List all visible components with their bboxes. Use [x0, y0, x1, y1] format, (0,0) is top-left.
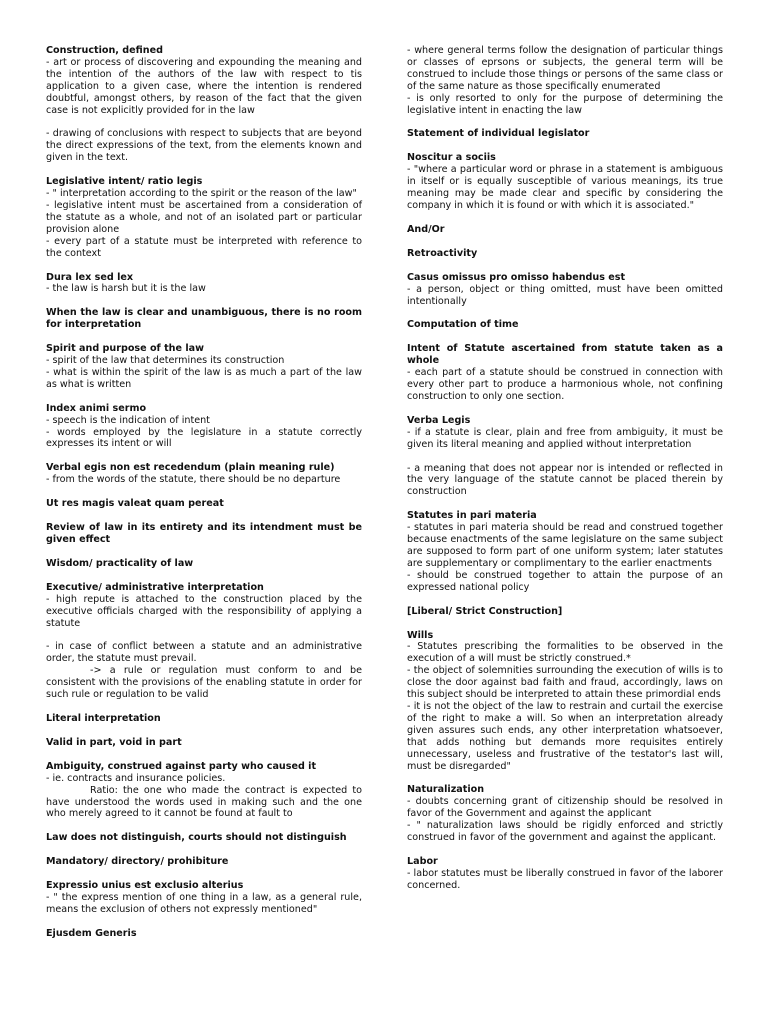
- section-heading: [Liberal/ Strict Construction]: [407, 605, 563, 617]
- section-review: [46, 522, 362, 546]
- section-heading: When the law is clear and unambiguous, there is no room for interpretation: [46, 307, 362, 331]
- section-heading: Law does not distinguish, courts should not distinguish: [46, 832, 347, 844]
- section-ut-res: [46, 498, 362, 510]
- section-heading: Naturalization: [407, 784, 485, 796]
- paragraph: - it is not the object of the law to restrain and curtail the exercise of the right to make a will. So when an interpretation already given assures such ends, any other interpretation whatsoever, that adds nothing but demands more requisites entirely unnecessary, useless and frustrative of the testator's last will, must be disregarded": [407, 700, 723, 772]
- section-casus: [407, 272, 723, 308]
- section-clear-law: [46, 307, 362, 331]
- section-heading: Valid in part, void in part: [46, 736, 182, 748]
- paragraph: - words employed by the legislature in a statute correctly expresses its intent or will: [46, 426, 362, 450]
- section-heading: Executive/ administrative interpretation: [46, 581, 264, 593]
- paragraph: - the object of solemnities surrounding the execution of wills is to close the door against bad faith and fraud, accordingly, laws on this subject should be interpreted to attain these primordial ends: [407, 665, 723, 701]
- paragraph: - every part of a statute must be interpreted with reference to the context: [46, 235, 362, 259]
- section-intent-whole: [407, 343, 723, 403]
- section-dura-lex: [46, 272, 362, 296]
- paragraph: - " interpretation according to the spirit or the reason of the law": [46, 188, 357, 200]
- section-heading: Casus omissus pro omisso habendus est: [407, 271, 626, 283]
- section-heading: Spirit and purpose of the law: [46, 343, 204, 355]
- paragraph: - from the words of the statute, there should be no departure: [46, 474, 341, 486]
- section-heading: Mandatory/ directory/ prohibiture: [46, 856, 229, 868]
- paragraph: - a person, object or thing omitted, must have been omitted intentionally: [407, 283, 723, 307]
- paragraph: - the law is harsh but it is the law: [46, 283, 206, 295]
- paragraph: - ie. contracts and insurance policies.: [46, 772, 226, 784]
- section-pari-materia: [407, 510, 723, 593]
- section-heading: Noscitur a sociis: [407, 152, 496, 164]
- left-column: [46, 45, 362, 952]
- section-spirit: [46, 343, 362, 391]
- paragraph: - each part of a statute should be construed in connection with every other part to produce a harmonious whole, not confining construction to only one section.: [407, 367, 723, 402]
- paragraph: - spirit of the law that determines its construction: [46, 355, 285, 367]
- section-no-distinguish: [46, 832, 362, 844]
- paragraph: - should be construed together to attain the purpose of an expressed national policy: [407, 569, 723, 593]
- section-and-or: [407, 224, 723, 236]
- section-wisdom: [46, 558, 362, 570]
- paragraph: Ratio: the one who made the contract is expected to have understood the words used in making such and the one who merely agreed to it cannot be found at fault to: [46, 784, 362, 820]
- section-wills: [407, 630, 723, 773]
- section-legislative-intent: [46, 176, 362, 259]
- section-retroactivity: [407, 248, 723, 260]
- section-liberal: [407, 606, 723, 618]
- section-naturalization: [407, 784, 723, 844]
- section-heading: Expressio unius est exclusio alterius: [46, 880, 244, 892]
- section-verbal-egis: [46, 462, 362, 486]
- paragraph: - art or process of discovering and expounding the meaning and the intention of the authors of the law with respect to tis application to a given case, where the intention is rendered doubtful, amongst others, by reason of the fact that the given case is not explicitly provided for in the law: [46, 56, 362, 116]
- section-noscitur: [407, 152, 723, 212]
- section-heading: Wills: [407, 629, 434, 641]
- section-ejusdem-continued: [407, 45, 723, 116]
- section-heading: Ut res magis valeat quam pereat: [46, 498, 224, 510]
- section-heading: Labor: [407, 855, 438, 867]
- section-heading: Verba Legis: [407, 414, 471, 426]
- paragraph: - where general terms follow the designation of particular things or classes of eprsons or subjects, the general term will be construed to include those things or persons of the same class or of the same nature as those specifically enumerated: [407, 45, 723, 92]
- paragraph: - high repute is attached to the construction placed by the executive officials charged with the responsibility of applying a statute: [46, 593, 362, 629]
- section-index-animi: [46, 403, 362, 451]
- paragraph: - legislative intent must be ascertained from a consideration of the statute as a whole, and not of an isolated part or particular provision alone: [46, 199, 362, 235]
- paragraph: - speech is the indication of intent: [46, 414, 210, 426]
- section-heading: Wisdom/ practicality of law: [46, 557, 194, 569]
- section-mandatory: [46, 856, 362, 868]
- paragraph: - "where a particular word or phrase in a statement is ambiguous in itself or is equally susceptible of various meanings, its true meaning may be made clear and specific by considering the company in which it is found or with which it is associated.": [407, 164, 723, 211]
- section-heading: Computation of time: [407, 319, 519, 331]
- section-valid-part: [46, 737, 362, 749]
- section-labor: [407, 856, 723, 892]
- paragraph: - " the express mention of one thing in a law, as a general rule, means the exclusion of others not expressly mentioned": [46, 892, 362, 915]
- section-literal: [46, 713, 362, 725]
- section-heading: Legislative intent/ ratio legis: [46, 176, 203, 188]
- section-heading: Statutes in pari materia: [407, 510, 537, 522]
- right-column: [407, 45, 723, 904]
- paragraph: - doubts concerning grant of citizenship should be resolved in favor of the Government and against the applicant: [407, 796, 723, 820]
- section-heading: Index animi sermo: [46, 402, 147, 414]
- section-heading: Retroactivity: [407, 247, 478, 259]
- section-executive: [46, 582, 362, 701]
- section-heading: Literal interpretation: [46, 712, 161, 724]
- paragraph: - statutes in pari materia should be read and construed together because enactments of the same legislature on the same subject are supposed to form part of one uniform system; later statutes are supplementary or complimentary to the earlier enactments: [407, 522, 723, 569]
- paragraph: - drawing of conclusions with respect to subjects that are beyond the direct expressions of the text, from the elements known and given in the text.: [46, 128, 362, 164]
- section-ejusdem: [46, 928, 362, 940]
- section-heading: Review of law in its entirety and its intendment must be given effect: [46, 522, 362, 545]
- section-heading: Statement of individual legislator: [407, 128, 590, 140]
- section-expressio: [46, 880, 362, 916]
- section-computation: [407, 319, 723, 331]
- section-heading: And/Or: [407, 223, 445, 235]
- paragraph: -> a rule or regulation must conform to and be consistent with the provisions of the enabling statute in order for such rule or regulation to be valid: [46, 665, 362, 701]
- section-heading: Construction, defined: [46, 45, 163, 56]
- paragraph: - in case of conflict between a statute and an administrative order, the statute must prevail.: [46, 641, 362, 665]
- paragraph: - Statutes prescribing the formalities to be observed in the execution of a will must be strictly construed.*: [407, 641, 723, 665]
- section-heading: Dura lex sed lex: [46, 271, 134, 283]
- paragraph: - is only resorted to only for the purpose of determining the legislative intent in enacting the law: [407, 92, 723, 116]
- section-ambiguity: [46, 761, 362, 821]
- section-construction: [46, 45, 362, 164]
- section-heading: Ejusdem Generis: [46, 927, 137, 939]
- paragraph: - if a statute is clear, plain and free from ambiguity, it must be given its literal meaning and applied without interpretation: [407, 426, 723, 450]
- section-heading: Verbal egis non est recedendum (plain meaning rule): [46, 462, 335, 474]
- section-statement: [407, 128, 723, 140]
- paragraph: - " naturalization laws should be rigidly enforced and strictly construed in favor of the government and against the applicant.: [407, 820, 723, 844]
- section-verba-legis: [407, 415, 723, 498]
- section-heading: Intent of Statute ascertained from statute taken as a whole: [407, 343, 723, 367]
- paragraph: - what is within the spirit of the law is as much a part of the law as what is written: [46, 366, 362, 390]
- section-heading: Ambiguity, construed against party who caused it: [46, 760, 317, 772]
- paragraph: - a meaning that does not appear nor is intended or reflected in the very language of the statute cannot be placed therein by construction: [407, 462, 723, 498]
- paragraph: - labor statutes must be liberally construed in favor of the laborer concerned.: [407, 867, 723, 891]
